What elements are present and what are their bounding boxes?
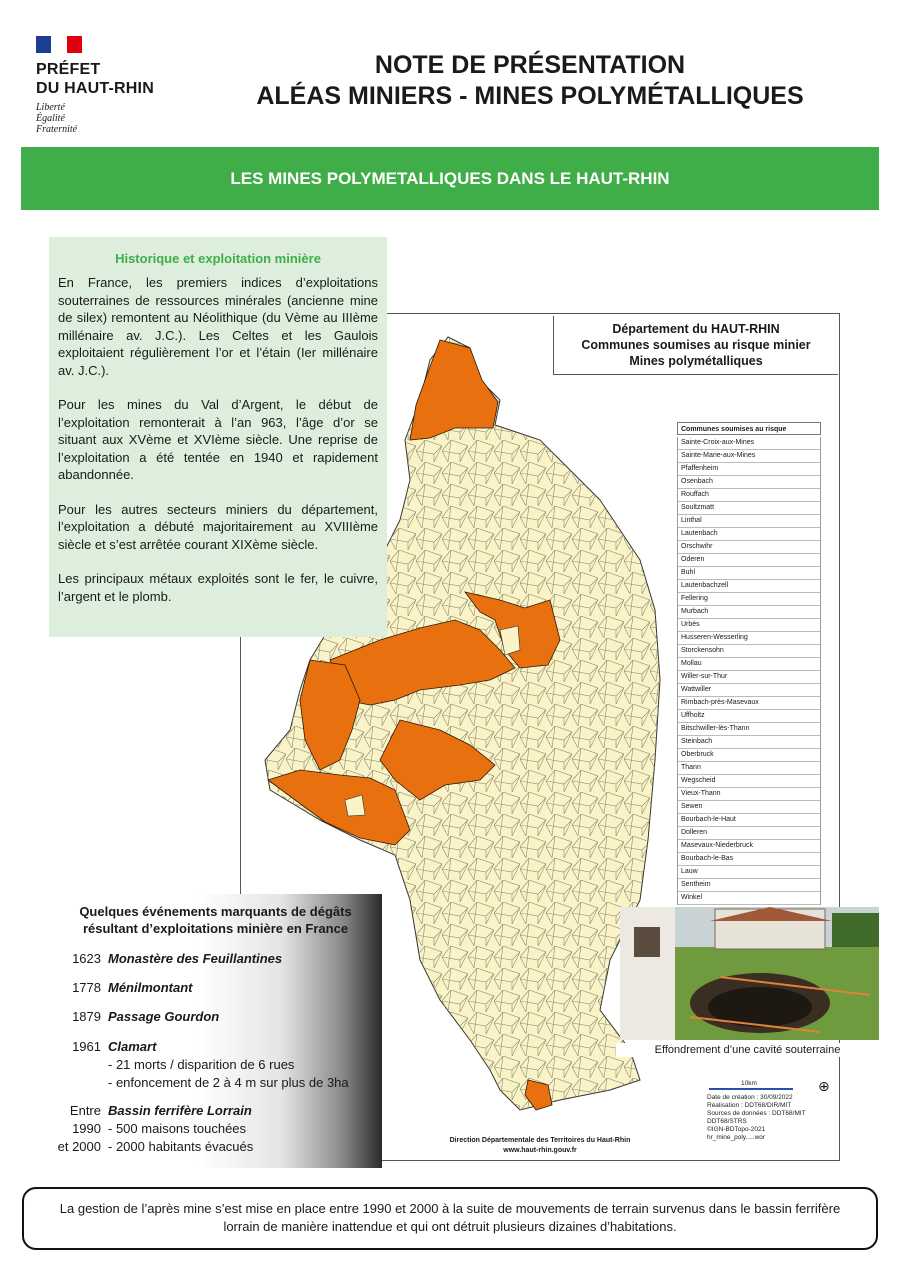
event-place: Bassin ferrifère Lorrain	[108, 1103, 252, 1118]
history-paragraph-1: En France, les premiers indices d’exploitations souterraines de ressources minérales (ancienne mine de silex) remontent au Néolithique (du Vème au IIIème millénaire av. J.C.). Les Celtes et les Gaulois exploitaient régulièrement l’or et l’étain (Ier millénaire av. J.C.).	[58, 275, 378, 378]
commune-list-item: Murbach	[678, 606, 820, 619]
prefet-line-1: PRÉFET	[36, 61, 101, 78]
commune-list-item: Bourbach-le-Bas	[678, 853, 820, 866]
event-detail: - enfoncement de 2 à 4 m sur plus de 3ha	[108, 1075, 349, 1090]
map-meta-line: Réalisation : DDT68/DIR/MIT	[707, 1102, 792, 1109]
commune-list-item: Rimbach-près-Masevaux	[678, 697, 820, 710]
section-banner: LES MINES POLYMETALLIQUES DANS LE HAUT-RHIN	[21, 147, 879, 210]
commune-list-item: Lauw	[678, 866, 820, 879]
commune-list-item: Fellering	[678, 593, 820, 606]
event-year: 1778	[72, 980, 101, 995]
commune-list-item: Bourbach-le-Haut	[678, 814, 820, 827]
sinkhole-photo-drawing	[620, 907, 879, 1040]
title-line-1: NOTE DE PRÉSENTATION	[374, 51, 686, 79]
commune-list-item: Pfaffenheim	[678, 463, 820, 476]
commune-list-item: Wattwiller	[678, 684, 820, 697]
commune-list-item: Steinbach	[678, 736, 820, 749]
commune-list-item: Oberbruck	[678, 749, 820, 762]
history-box	[49, 237, 387, 637]
map-meta-lines	[707, 1094, 837, 1142]
risk-zone-north	[410, 340, 498, 440]
commune-list-item: Thann	[678, 762, 820, 775]
sinkhole-photo	[620, 907, 879, 1040]
commune-list-items	[677, 437, 821, 905]
history-heading: Historique et exploitation minière	[115, 251, 321, 266]
map-title-line-2: Communes soumises au risque minier	[581, 338, 811, 352]
event-detail: - 21 morts / disparition de 6 rues	[108, 1057, 295, 1072]
commune-list	[677, 422, 821, 905]
commune-list-item: Masevaux-Niederbruck	[678, 840, 820, 853]
event-detail: - 500 maisons touchées	[108, 1121, 247, 1136]
commune-list-item: Sewen	[678, 801, 820, 814]
map-title-line-3: Mines polymétalliques	[629, 354, 763, 368]
commune-list-item: Oderen	[678, 554, 820, 567]
commune-list-item: Osenbach	[678, 476, 820, 489]
bottom-note: La gestion de l’après mine s’est mise en place entre 1990 et 2000 à la suite de mouvements de terrain survenus dans le bassin ferrifère lorrain de manière inattendue et qui ont détruit plusieurs dizaines d’habitations.	[22, 1187, 878, 1250]
north-arrow-icon: ⊕	[818, 1078, 830, 1094]
map-meta-line: Sources de données : DDT68/MIT	[707, 1110, 806, 1117]
commune-list-item: Sainte-Marie-aux-Mines	[678, 450, 820, 463]
map-meta-line: hr_mine_poly.....wor	[707, 1134, 766, 1141]
commune-list-item: Wegscheid	[678, 775, 820, 788]
event-detail: - 2000 habitants évacués	[108, 1139, 254, 1154]
map-credit-line-2: www.haut-rhin.gouv.fr	[503, 1147, 577, 1154]
photo-caption: Effondrement d’une cavité souterraine	[616, 1043, 879, 1057]
event-year-line-2: 1990	[72, 1121, 101, 1136]
commune-list-item: Rouffach	[678, 489, 820, 502]
commune-list-item: Winkel	[678, 892, 820, 905]
commune-list-item: Husseren-Wesserling	[678, 632, 820, 645]
commune-list-item: Bitschwiller-lès-Thann	[678, 723, 820, 736]
history-paragraph-2: Pour les mines du Val d’Argent, le début de l’exploitation remonterait à l’an 963, l’âge d’or se situant aux XVème et XVIème siècle. Une reprise de l’exploitation a été tentée en 1940 et rapidement abandonnée.	[58, 397, 378, 482]
map-meta-line: Date de création : 30/09/2022	[707, 1094, 793, 1101]
history-paragraph-4: Les principaux métaux exploités sont le fer, le cuivre, l’argent et le plomb.	[58, 571, 378, 604]
commune-list-item: Buhl	[678, 567, 820, 580]
event-place: Passage Gourdon	[108, 1009, 220, 1024]
event-year: 1961	[72, 1039, 101, 1054]
map-credit	[420, 1136, 660, 1156]
commune-list-item: Dolleren	[678, 827, 820, 840]
event-year: 1623	[72, 951, 101, 966]
title-line-2: ALÉAS MINIERS - MINES POLYMÉTALLIQUES	[256, 82, 804, 110]
event-year	[49, 1102, 101, 1156]
event-place: Monastère des Feuillantines	[108, 951, 283, 966]
events-heading-line-2: résultant d’exploitations minière en France	[82, 921, 349, 936]
events-heading	[49, 894, 382, 937]
commune-list-header: Communes soumises au risque	[677, 422, 821, 435]
map-meta-line: ©IGN-BDTopo-2021	[707, 1126, 766, 1133]
commune-list-item: Storckensohn	[678, 645, 820, 658]
events-heading-line-1: Quelques événements marquants de dégâts	[79, 904, 352, 919]
commune-list-item: Orschwihr	[678, 541, 820, 554]
commune-list-item: Willer-sur-Thur	[678, 671, 820, 684]
map-title-line-1: Département du HAUT-RHIN	[612, 322, 780, 336]
commune-list-item: Linthal	[678, 515, 820, 528]
commune-list-item: Sainte-Croix-aux-Mines	[678, 437, 820, 450]
motto-liberte: Liberté	[36, 102, 65, 113]
commune-list-item: Uffholtz	[678, 710, 820, 723]
history-paragraph-3: Pour les autres secteurs miniers du département, l’exploitation a débuté majoritairement au XVIIIème siècle et s’est arrêtée courant XIXème siècle.	[58, 501, 378, 552]
prefet-line-2: DU HAUT-RHIN	[36, 80, 154, 97]
event-place: Clamart	[108, 1039, 157, 1054]
event-year: 1879	[72, 1009, 101, 1024]
commune-list-item: Sentheim	[678, 879, 820, 892]
event-year-line-3: et 2000	[57, 1139, 101, 1154]
map-meta-line: DDT68/STRS	[707, 1118, 747, 1125]
scale-label: 10km	[741, 1080, 757, 1087]
commune-list-item: Mollau	[678, 658, 820, 671]
event-year-line-1: Entre	[69, 1103, 101, 1118]
motto-fraternite: Fraternité	[36, 124, 78, 135]
commune-list-item: Urbès	[678, 619, 820, 632]
event-place: Ménilmontant	[108, 980, 193, 995]
map-title	[553, 316, 838, 375]
commune-list-item: Soultzmatt	[678, 502, 820, 515]
motto-egalite: Égalité	[36, 113, 65, 124]
events-box	[49, 894, 382, 1168]
map-credit-line-1: Direction Départementale des Territoires du Haut-Rhin	[449, 1137, 631, 1144]
commune-list-item: Lautenbach	[678, 528, 820, 541]
commune-list-item: Lautenbachzell	[678, 580, 820, 593]
scale-bar	[709, 1088, 793, 1090]
commune-list-item: Vieux-Thann	[678, 788, 820, 801]
